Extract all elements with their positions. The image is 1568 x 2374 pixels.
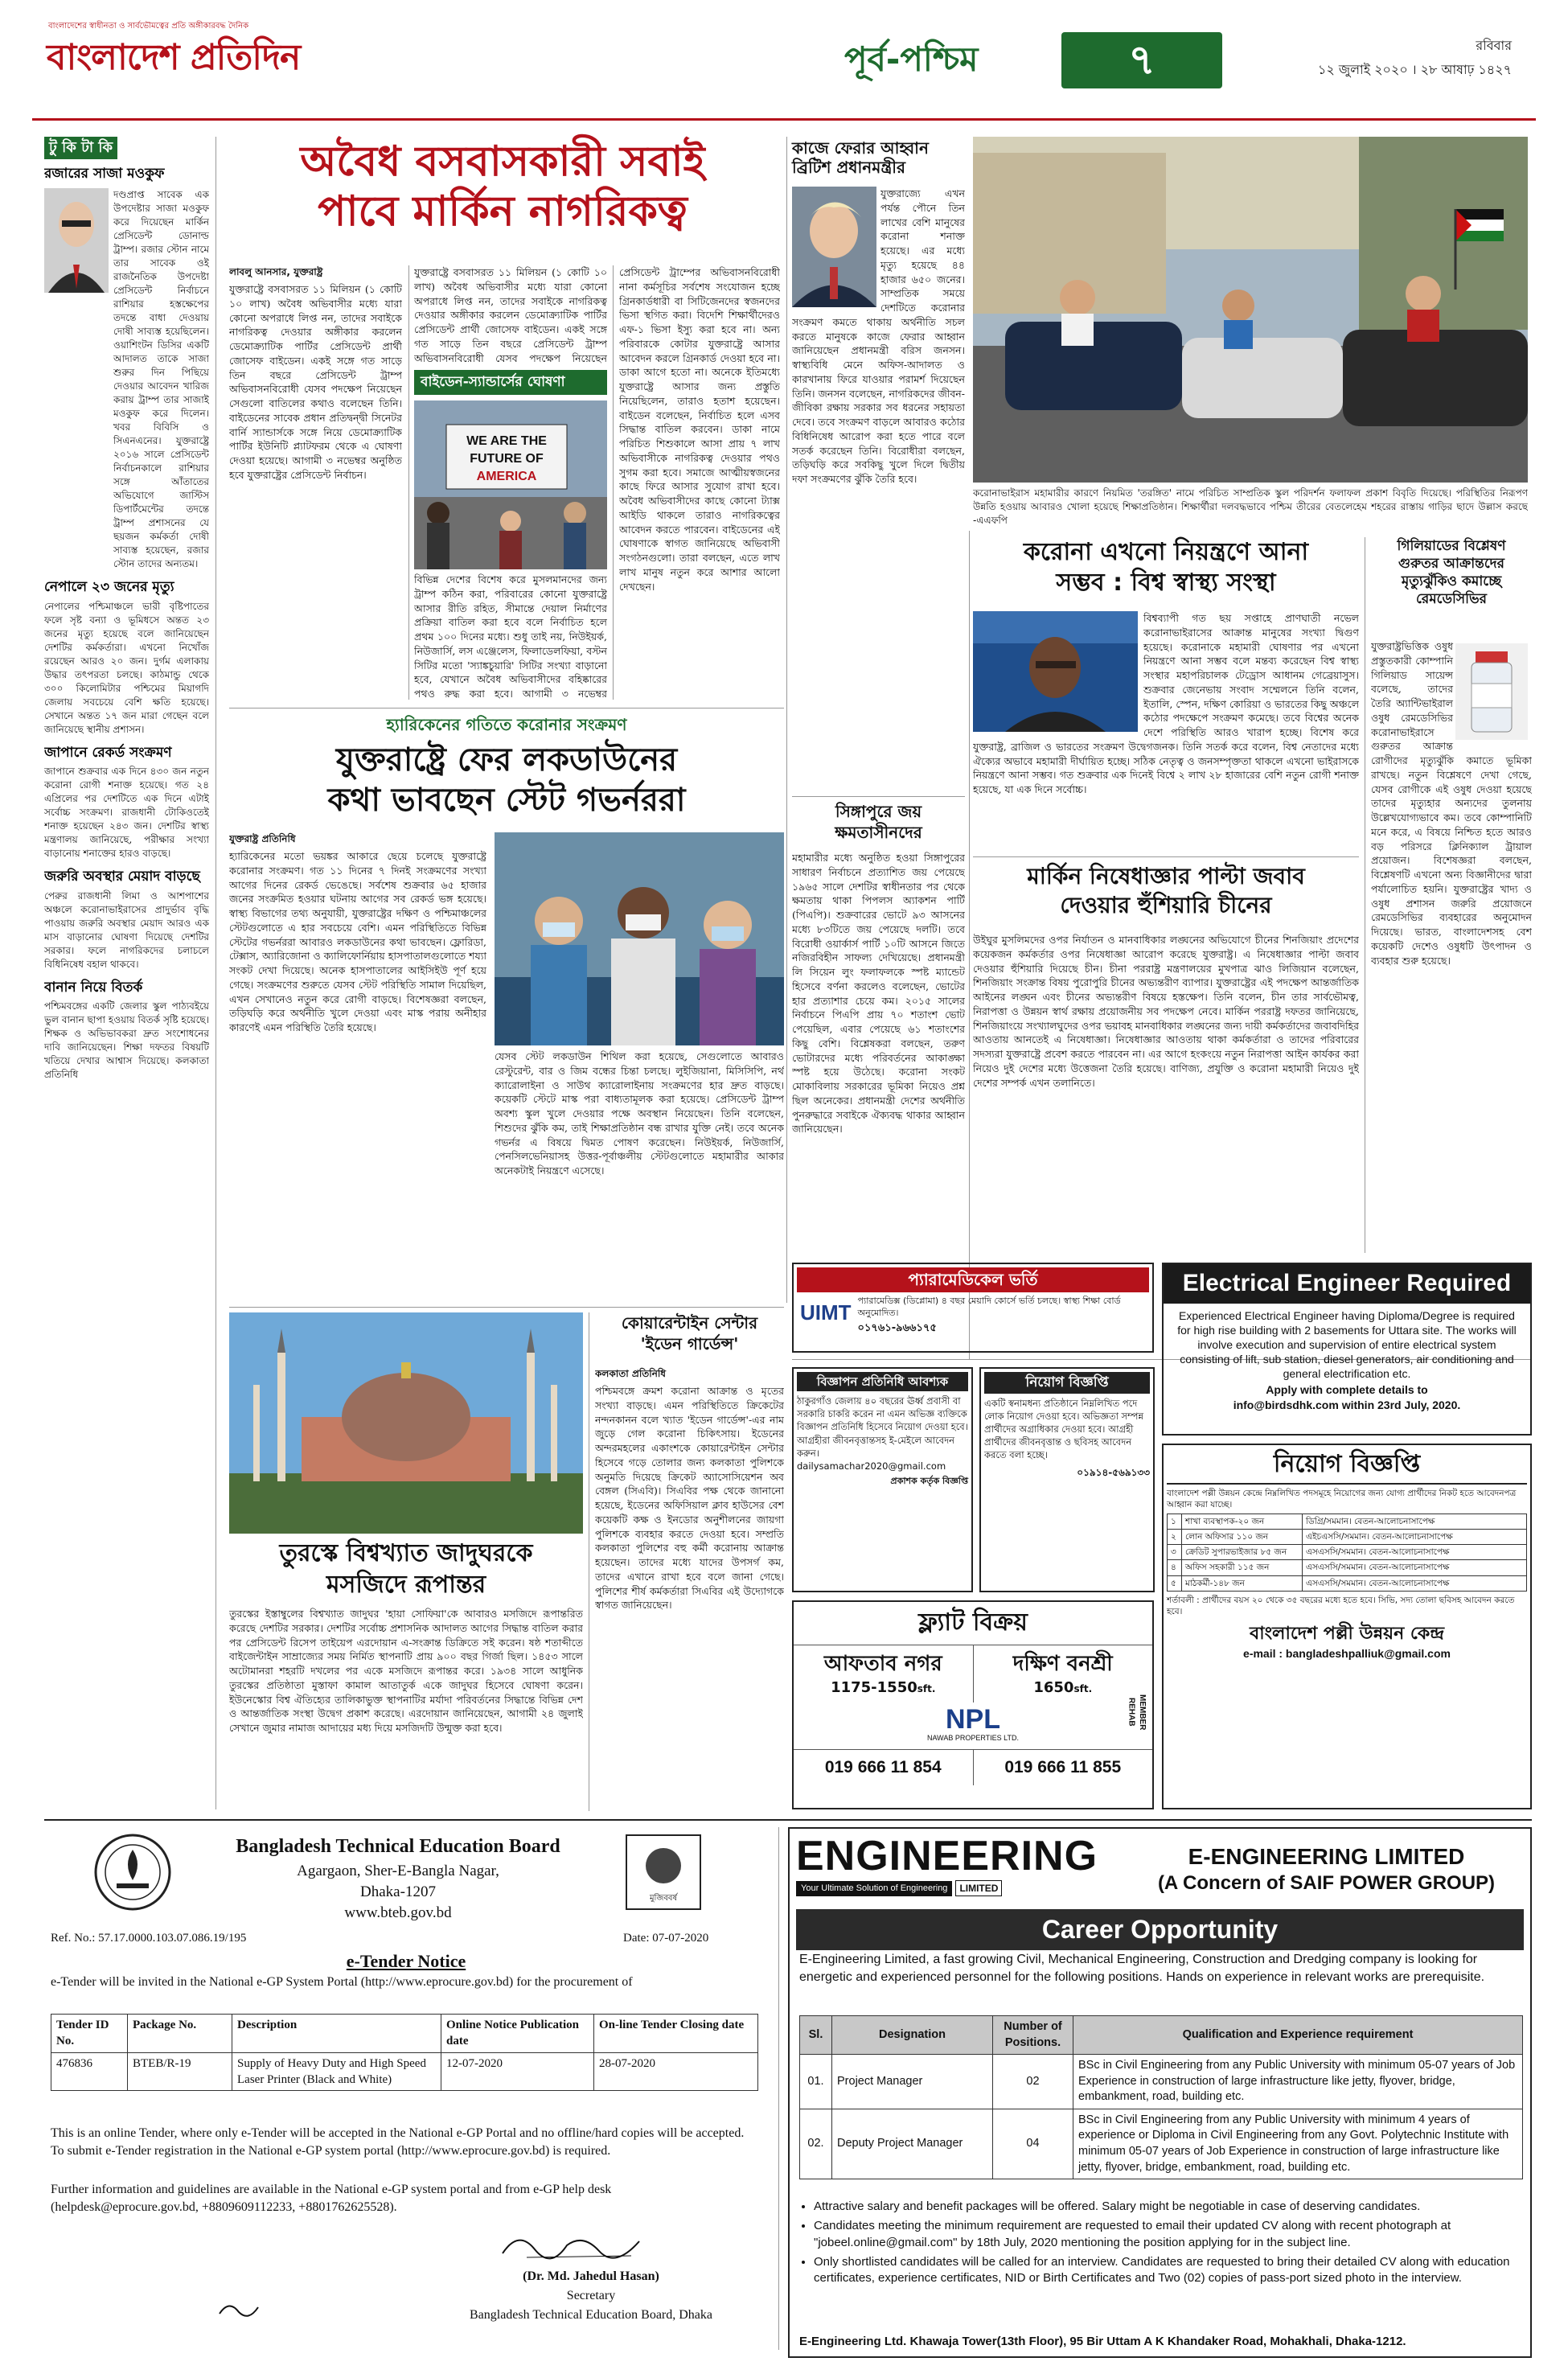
tuki-item1-head: রজারের সাজা মওকুফ [44, 166, 165, 183]
palli-cell-no: ১ [1168, 1514, 1182, 1529]
mosque-dome-icon [229, 1312, 583, 1534]
e-engineering-logo [796, 1835, 1118, 1904]
quarantine-headline-1: কোয়ারেন্টাইন সেন্টার [621, 1313, 758, 1333]
singapore-headline [792, 801, 965, 843]
tuki-item3-head: জাপানে রেকর্ড সংক্রমণ [44, 744, 172, 761]
lockdown-col-2 [495, 1049, 784, 1299]
mujib-year-logo-icon [623, 1832, 704, 1912]
lockdown-body-1: হ্যারিকেনের মতো ভয়ঙ্কর আকারে ছেয়ে চলেছে যুক্তরাষ্ট্রে করোনার সংক্রমণ। গত ১১ দিনের ৭ দিনই সংক্রমণের সংখ্যা আগের দিনের রেকর্ড ভেঙেছে। সর্বশেষ শুক্রবার ৬৫ হাজার জনের সংক্রমিত হওয়ার ঘটনায় আগের সব রেকর্ড ভঙ্গ হয়েছে। স্বাস্থ্য বিভাগের তথ্য অনুযায়ী, যুক্তরাষ্ট্রের দক্ষিণ ও পশ্চিমাঞ্চলের স্টেটগুলোতে এ হার সবচেয়ে বেশি। এমন পরিস্থিতিতে বিভিন্ন স্টেটের গভর্নররা আবারও লকডাউনের কথা ভাবছেন। ফ্লোরিডা, টেক্সাস, অ্যারিজোনা ও ক্যালিফোর্নিয়ায় হাসপাতালগুলোতে শয্যা সংকট দেখা দিয়েছে। অনেক হাসপাতালের আইসিইউ পূর্ণ হয়ে গেছে। সংক্রমণের শুরুতে যেসব স্টেট পরিস্থিতি সামাল দিয়েছিল, এখন সেখানেও নতুন করে রোগী বাড়ছে। বিশেষজ্ঞরা বলছেন, তড়িঘড়ি করে অর্থনীতি খুলে দেওয়া এবং মাস্ক পরায় অনীহার কারণেই এমন পরিস্থিতি তৈরি হয়েছে। [229, 850, 486, 1034]
palli-cell-req: ডিগ্রি/সমমান। বেতন-আলোচনাসাপেক্ষ [1303, 1514, 1527, 1529]
quarantine-byline: কলকাতা প্রতিনিধি [595, 1368, 667, 1379]
career-cell-sl: 02. [800, 2109, 832, 2179]
remdesivir-body-text: যুক্তরাষ্ট্রভিত্তিক ওষুধ প্রস্তুতকারী কোম্পানি গিলিয়াড সায়েন্স বলেছে, তাদের তৈরি অ্যান্টিভাইরাল ওষুধ রেমডেসিভির করোনাভাইরাসে গুরুতর আক্রান্ত রোগীদের মৃত্যুঝুঁকি কমাতে ভূমিকা রাখছে। নতুন বিশ্লেষণে দেখা গেছে, যেসব রোগীকে এই ওষুধ দেওয়া হয়েছে তাদের মৃত্যুহার অন্যদের তুলনায় উল্লেখযোগ্যভাবে কম। তবে কোম্পানিটি মনে করে, এ বিষয়ে নিশ্চিত হতে আরও বড় পরিসরে ক্লিনিক্যাল ট্রায়াল প্রয়োজন। বিশেষজ্ঞরা বলছেন, বিশ্লেষণটি এখনো অন্য বিজ্ঞানীদের দ্বারা পর্যালোচিত হয়নি। যুক্তরাষ্ট্রের খাদ্য ও ওষুধ প্রশাসন জরুরি প্রয়োজনে রেমডেসিভির ব্যবহারের অনুমোদন দিয়েছে। ভারত, বাংলাদেশসহ বেশ কয়েকটি দেশেও ওষুধটি উৎপাদন ও ব্যবহার শুরু হয়েছে। [1371, 640, 1532, 967]
rep-wanted-footer: প্রকাশক কর্তৃক বিজ্ঞপ্তি [890, 1475, 968, 1486]
bteb-emblem [92, 1832, 173, 1912]
e-engineering-concern: (A Concern of SAIF POWER GROUP) [1157, 1872, 1496, 1894]
rep-wanted-ad [792, 1367, 973, 1592]
career-table [799, 2015, 1523, 2179]
remdesivir-headline [1371, 537, 1532, 608]
career-col-qualification: Qualification and Experience requirement [1073, 2016, 1523, 2055]
remdesivir-headline-3: মৃত্যুঝুঁকিও কমাচ্ছে [1401, 573, 1502, 590]
paper-name: বাংলাদেশ প্রতিদিন [47, 37, 301, 78]
lead-body-3: প্রেসিডেন্ট ট্রাম্পের অভিবাসনবিরোধী নানা কর্মসূচির সর্বশেষ সংযোজন হচ্ছে গ্রিনকার্ডধারী বা সিটিজেনদের স্বজনদের ভিসা স্থগিত করা। বিদেশি শিক্ষার্থীদেরও এফ-১ ভিসা ইস্যু করা হবে না। অন্য পরিবারকে কোটার যুক্তরাষ্ট্রে আসার আবেদন করলে গ্রিনকার্ড দেওয়া হবে না। ডাকা আগে হতো না। অনেকে ইতিমধ্যে যুক্তরাষ্ট্রে আসার জন্য প্রস্তুতি নিয়েছিলেন, তারাও হতাশ হয়েছেন। বাইডেন বলেছেন, নির্বাচিত হলে এসব সিদ্ধান্ত বাতিল করবেন। ডাকা নামে পরিচিত শিশুকালে আসা প্রায় ৭ লাখ অভিবাসীকে নাগরিকত্ব দেওয়ার পথও সুগম করা হবে। সমাজে আত্মীয়স্বজনের কাছে ফিরে আসার সুযোগ রাখা হবে। অবৈধ অভিবাসীদের কাছে কোনো ট্যাক্স আইডি থাকলে তারাও নাগরিকত্বের আবেদন করতে পারবেন। বাইডেনের এই ঘোষণাকে স্বাগত জানিয়েছে অভিবাসী সংগঠনগুলো। তারা বলছেন, এতে লাখ লাখ মানুষ নতুন করে আশার আলো দেখছেন। [619, 266, 780, 593]
flat-phone-2: 019 666 11 855 [1004, 1758, 1122, 1777]
protest-sign-line1: WE ARE THE [466, 434, 547, 448]
rep-wanted-body: ঠাকুরগাঁও জেলায় ৪০ বছরের ঊর্ধ্ব প্রবাসী বা সরকারি চাকরি করেন না এমন অভিজ্ঞ ব্যক্তিকে বিজ্ঞাপন প্রতিনিধি হিসেবে নিয়োগ দেওয়া হবে। আগ্রহীরা জীবনবৃত্তান্তসহ ই-মেইলে আবেদন করুন। dailysamachar2020@gmail.com [797, 1395, 968, 1472]
bteb-initials [213, 2298, 277, 2322]
remdesivir-headline-4: রেমডেসিভির [1415, 591, 1487, 608]
quarantine-headline [595, 1312, 784, 1354]
flat-unit-2: sft. [1073, 1682, 1093, 1694]
lead-col-2-top [414, 265, 607, 366]
paramedic-title: প্যারামেডিকেল ভর্তি [797, 1267, 1149, 1292]
e-engineering-logo-ltd: LIMITED [955, 1880, 1002, 1896]
bteb-cell-closing: 28-07-2020 [594, 2052, 758, 2091]
remdesivir-headline-2: গুরুতর আক্রান্তদের [1398, 556, 1504, 573]
career-bullet-1: • Attractive salary and benefit packages will be offered. Salary might be negotiable in case of deserving candidates. [814, 2199, 1521, 2215]
lead-body-2-start: যুক্তরাষ্ট্রে বসবাসরত ১১ মিলিয়ন (১ কোটি ১০ লাখ) অবৈধ অভিবাসীর মধ্যে যারা কোনো অপরাধে লিপ্ত নন, তাদের সবাইকে নাগরিকত্ব দেওয়ার অঙ্গীকার করলেন ডেমোক্র্যাটিক পার্টির প্রেসিডেন্ট প্রার্থী জোসেফ বাইডেন। একই সঙ্গে গত সাড়ে তিন বছরে প্রেসিডেন্ট ট্রাম্প অভিবাসনবিরোধী যেসব পদক্ষেপ নিয়েছেন [414, 266, 607, 364]
tuki-item1-body: দণ্ডপ্রাপ্ত সাবেক এক উপদেষ্টার সাজা মওকুফ করে দিয়েছেন মার্কিন প্রেসিডেন্ট ডোনাল্ড ট্রাম্প। রজার স্টোন নামে তার সাবেক ওই রাজনৈতিক উপদেষ্টা প্রেসিডেন্ট নির্বাচনে রাশিয়ার হস্তক্ষেপের তদন্তে বাধা দেওয়ায় দোষী সাব্যস্ত হয়েছিলেন। ওয়াশিংটন ডিসির একটি আদালত তাকে সাজা শুরুর দিন পিছিয়ে দেওয়ার আবেদন খারিজ করায় ট্রাম্প তার সাজাই মওকুফ করে দিলেন। খবর বিবিসি ও সিএনএনের। যুক্তরাষ্ট্রে ২০১৬ সালে প্রেসিডেন্ট নির্বাচনকালে রাশিয়ার সঙ্গে আঁতাতের অভিযোগে জাস্টিস ডিপার্টমেন্টের তদন্তে ট্রাম্প প্রশাসনের যে ছয়জন কর্মকর্তা দোষী সাব্যস্ত হয়েছেন, রজার স্টোন তাদের অন্যতম। [113, 188, 209, 570]
tuki-label [44, 137, 117, 159]
lead-col-3 [619, 265, 780, 700]
palli-job-table [1167, 1514, 1527, 1592]
e-engineering-logo-sub: Your Ultimate Solution of Engineering [796, 1881, 952, 1896]
career-cell-num: 02 [993, 2055, 1073, 2109]
flat-location-2: দক্ষিণ বনশ্রী [1012, 1651, 1113, 1676]
career-cell-num: 04 [993, 2109, 1073, 2179]
hagia-headline [229, 1538, 583, 1600]
career-cell-des: Project Manager [832, 2055, 993, 2109]
table-row [1168, 1530, 1527, 1545]
lockdown-headline-1: যুক্তরাষ্ট্রে ফের লকডাউনের [335, 741, 678, 778]
career-cell-sl: 01. [800, 2055, 832, 2109]
career-bullet-2: • Candidates meeting the minimum requirement are requested to email their updated CV along with recent photograph at "jobeel.online@gmail.com" by 18th July, 2020 mentioning the position applying for in the subject line. [814, 2218, 1521, 2251]
paramedic-phone: ০১৭৬১-৯৬৬১৭৫ [857, 1321, 937, 1334]
paramedic-body: প্যারামেডিক্স (ডিপ্লোমা) ৪ বছর মেয়াদি কোর্সে ভর্তি চলছে। স্বাস্থ্য শিক্ষা বোর্ড অনুমোদিত। [857, 1296, 1121, 1318]
issue-date: ১২ জুলাই ২০২০ । ২৮ আষাঢ় ১৪২৭ [1317, 62, 1512, 77]
electrical-engineer-title: Electrical Engineer Required [1164, 1264, 1530, 1304]
tuki-column [44, 137, 209, 1801]
lead-sidebar-head [414, 370, 607, 395]
table-row [800, 2109, 1523, 2179]
boris-body-text: যুক্তরাজ্যে এখন পর্যন্ত পৌনে তিন লাখের বেশি মানুষের করোনা শনাক্ত হয়েছে। এর মধ্যে মৃত্যু হয়েছে ৪৪ হাজার ৬৫০ জনের। সাম্প্রতিক সময়ে দেশটিতে করোনার সংক্রমণ কমতে থাকায় অর্থনীতি সচল করতে মানুষকে কাজে ফেরার আহ্বান জানিয়েছেন প্রধানমন্ত্রী বরিস জনসন। স্বাস্থ্যবিধি মেনে অফিস-আদালত ও কারখানায় ফিরে যাওয়ার পরামর্শ দিয়েছেন তিনি। জনসন বলেছেন, নাগরিকদের জীবন-জীবিকা রক্ষায় সরকার সব ধরনের সহায়তা দেবে। তবে সংক্রমণ বাড়লে আবারও কঠোর বিধিনিষেধ আরোপ করা হতে পারে বলে সতর্ক করেছেন তিনি। বিরোধীরা বলছেন, তড়িঘড়ি করে সবকিছু খুলে দিলে দ্বিতীয় দফা সংক্রমণের ঝুঁকি তৈরি হবে। [792, 187, 965, 485]
lead-headline-line2: পাবে মার্কিন নাগরিকত্ব [318, 187, 688, 236]
street-celebration-icon [973, 137, 1528, 483]
e-engineering-address: E-Engineering Ltd. Khawaja Tower(13th Floor), 95 Bir Uttam A K Khandaker Road, Mohakhali, Dhaka-1212. [799, 2335, 1406, 2348]
small-job-title: নিয়োগ বিজ্ঞপ্তি [984, 1372, 1150, 1394]
e-engineering-company: E-ENGINEERING LIMITED [1188, 1844, 1465, 1869]
bteb-col-closing: On-line Tender Closing date [594, 2015, 758, 2053]
remdesivir-body [1371, 639, 1532, 1259]
initials-icon [213, 2298, 277, 2322]
flat-size-1: 1175-1550 [831, 1678, 917, 1696]
small-job-body: একটি স্বনামধন্য প্রতিষ্ঠানে নিম্নলিখিত পদে লোক নিয়োগ দেওয়া হবে। অভিজ্ঞতা সম্পন্ন প্রার্থীদের অগ্রাধিকার দেওয়া হবে। আগ্রহী প্রার্থীদের জীবনবৃত্তান্ত ও ছবিসহ আবেদন করতে বলা হচ্ছে। [984, 1397, 1144, 1461]
who-body [973, 611, 1359, 852]
lockdown-kicker: হ্যারিকেনের গতিতে করোনার সংক্রমণ [386, 715, 627, 734]
flat-sale-title: ফ্ল্যাট বিক্রয় [794, 1602, 1152, 1645]
palli-cell-req: এসএসসি/সমমান। বেতন-আলোচনাসাপেক্ষ [1303, 1560, 1527, 1575]
bteb-cell-description: Supply of Heavy Duty and High Speed Laser Printer (Black and White) [232, 2052, 441, 2091]
hagia-body: তুরস্কের ইস্তাম্বুলের বিশ্বখ্যাত জাদুঘর 'হায়া সোফিয়া'কে আবারও মসজিদে রূপান্তরিত করেছে দেশটির সরকার। দেশটির সর্বোচ্চ প্রশাসনিক আদালত আগের সিদ্ধান্ত বাতিল করার পর প্রেসিডেন্ট রিসেপ তাইয়েপ এরদোয়ান এ-সংক্রান্ত ডিক্রিতে সই করেন। ষষ্ঠ শতাব্দীতে বাইজেন্টাইন সাম্রাজ্যের সময় নির্মিত স্থাপনাটি প্রায় ৯০০ বছর গির্জা ছিল। ১৪৫৩ সালে অটোমানরা শহরটি দখলের পর একে মসজিদে রূপান্তর করে। ১৯৩৪ সালে আধুনিক তুরস্কের প্রতিষ্ঠাতা মুস্তাফা কামাল আতাতুর্ক একে জাদুঘর হিসেবে ঘোষণা করেন। ইউনেস্কোর বিশ্ব ঐতিহ্যের তালিকাভুক্ত স্থাপনাটির মর্যাদা পরিবর্তনের সিদ্ধান্তে বিভিন্ন দেশ ও আন্তর্জাতিক সংস্থা উদ্বেগ প্রকাশ করেছে। এরদোয়ান জানিয়েছেন, আগামী ২৪ জুলাই সেখানে জুমার নামাজ আদায়ের মধ্য দিয়ে মসজিদটি উন্মুক্ত করা হবে। [229, 1608, 583, 1734]
china-headline-1: মার্কিন নিষেধাজ্ঞার পাল্টা জবাব [1027, 863, 1305, 889]
china-headline [973, 862, 1359, 921]
career-cell-des: Deputy Project Manager [832, 2109, 993, 2179]
page-number-box [1061, 32, 1222, 88]
career-bullet-3: • Only shortlisted candidates will be called for an interview. Candidates are requested to bring their detailed CV along with education certificates, experience certificates, NID or Birth Certificates and Two (02) copies of pass-port sized photo in the interview. [814, 2254, 1521, 2287]
bteb-cell-tender-id: 476836 [51, 2052, 128, 2091]
bteb-website[interactable]: www.bteb.gov.bd [344, 1904, 452, 1921]
table-row [1168, 1575, 1527, 1591]
remdesivir-headline-1: গিলিয়াডের বিশ্লেষণ [1397, 538, 1506, 554]
bteb-cell-publication: 12-07-2020 [441, 2052, 594, 2091]
career-col-designation: Designation [832, 2016, 993, 2055]
lead-headline [229, 137, 776, 237]
singapore-headline-1: সিঙ্গাপুরে জয় [835, 802, 922, 821]
electrical-engineer-ad [1162, 1263, 1532, 1435]
bteb-address-2: Dhaka-1207 [360, 1883, 436, 1900]
quarantine-headline-2: 'ইডেন গার্ডেন্স' [640, 1334, 739, 1353]
rehab-member-label: MEMBER REHAB [1127, 1694, 1147, 1731]
bteb-signatory-title: Secretary [566, 2289, 616, 2302]
flat-sale-ad [792, 1600, 1154, 1809]
palli-cell-post: লোন অফিসার ১১০ জন [1182, 1530, 1303, 1545]
flat-unit-1: sft. [917, 1682, 936, 1694]
palli-job-note: শর্তাবলী : প্রার্থীদের বয়স ২০ থেকে ৩৫ বছরের মধ্যে হতে হবে। সিভি, সদ্য তোলা ছবিসহ আবেদন করতে হবে। [1167, 1595, 1515, 1616]
e-engineering-ad [788, 1827, 1532, 2358]
bteb-signatory-name: (Dr. Md. Jahedul Hasan) [523, 2269, 659, 2283]
bteb-notice-title: e-Tender Notice [346, 1951, 466, 1971]
tuki-item4-body: পেরুর রাজধানী লিমা ও আশপাশের অঞ্চলে করোনাভাইরাসের প্রাদুর্ভাব বৃদ্ধি পাওয়ায় জরুরি অবস্থার মেয়াদ আরও এক মাস বাড়ানোর ঘোষণা দিয়েছে দেশটির সরকার। ফলে নাগরিকদের চলাচলে বিধিনিষেধ বহাল থাকবে। [44, 889, 209, 970]
career-bullets [814, 2199, 1521, 2290]
protest-photo [414, 400, 607, 569]
bteb-col-package: Package No. [128, 2015, 232, 2053]
table-row [51, 2052, 758, 2091]
quarantine-body [595, 1367, 784, 1809]
tuki-item2-head: নেপালে ২৩ জনের মৃত্যু [44, 579, 174, 596]
lead-col-1 [229, 265, 402, 700]
bteb-col-tender-id: Tender ID No. [51, 2015, 128, 2053]
flat-size-2: 1650 [1033, 1678, 1074, 1696]
palli-job-title: নিয়োগ বিজ্ঞপ্তি [1167, 1448, 1527, 1485]
career-col-sl: Sl. [800, 2016, 832, 2055]
bteb-tender-table [51, 2014, 758, 2091]
lockdown-headline [229, 740, 784, 820]
palli-cell-req: এসএসসি/সমমান। বেতন-আলোচনাসাপেক্ষ [1303, 1575, 1527, 1591]
table-row [1168, 1545, 1527, 1560]
roger-photo [44, 188, 109, 293]
who-headline-1: করোনা এখনো নিয়ন্ত্রণে আনা [1023, 538, 1309, 566]
lead-headline-line1: অবৈধ বসবাসকারী সবাই [300, 138, 705, 186]
protest-sign-line3: AMERICA [476, 470, 537, 483]
bteb-tender-ad [44, 1827, 768, 2350]
bangladesh-emblem-icon [92, 1832, 173, 1912]
bteb-ref-number: Ref. No.: 57.17.0000.103.07.086.19/195 [51, 1932, 247, 1945]
hagia-headline-2: মসজিদে রূপান্তর [326, 1571, 486, 1599]
lockdown-headline-2: কথা ভাবছেন স্টেট গভর্নররা [327, 782, 686, 819]
career-banner [796, 1909, 1524, 1950]
palli-email: e-mail : bangladeshpalliuk@gmail.com [1243, 1646, 1451, 1660]
lead-col-2 [414, 573, 607, 700]
who-headline [973, 537, 1359, 598]
palli-cell-no: ৩ [1168, 1545, 1182, 1560]
street-celebration-photo [973, 137, 1528, 483]
palli-cell-no: ৪ [1168, 1560, 1182, 1575]
boris-body [792, 187, 965, 621]
bteb-col-publication: Online Notice Publication date [441, 2015, 594, 2053]
masthead [32, 8, 1536, 121]
protest-sign-line2: FUTURE OF [470, 452, 544, 466]
bteb-org-name: Bangladesh Technical Education Board [236, 1836, 560, 1857]
small-job-phone: ০১৯১৪-৫৬৯১৩৩ [1077, 1467, 1150, 1479]
tuki-item2-body: নেপালের পশ্চিমাঞ্চলে ভারী বৃষ্টিপাতের ফলে সৃষ্ট বন্যা ও ভূমিধসে অন্তত ২৩ জনের মৃত্যু হয়েছে বলে জানিয়েছেন দেশটির কর্মকর্তারা। এখনো নিখোঁজ রয়েছেন আরও ২০ জন। দুর্গম এলাকায় উদ্ধার তৎপরতা চলছে। কাঠমান্ডু থেকে ৩০০ কিলোমিটার পশ্চিমের মিয়াগদি জেলায় সবচেয়ে বেশি ক্ষতি হয়েছে। সেখানে অন্তত ১৭ জন মারা গেছেন বলে জানিয়েছে স্থানীয় প্রশাসন। [44, 600, 209, 735]
e-engineering-logo-text: ENGINEERING [796, 1833, 1098, 1879]
electrical-engineer-body: Experienced Electrical Engineer having Diploma/Degree is required for high rise building with 2 basements for Uttara site. The works will involve execution and supervision of entire electrical system consisting of lift, sub station, diesel generators, air conditioning and general electrification etc. [1177, 1308, 1517, 1381]
paper-tagline: বাংলাদেশের স্বাধীনতা ও সার্বভৌমত্বের প্রতি অঙ্গীকারবদ্ধ দৈনিক [48, 22, 249, 31]
tuki-item4-head: জরুরি অবস্থার মেয়াদ বাড়ছে [44, 869, 200, 885]
who-headline-2: সম্ভব : বিশ্ব স্বাস্থ্য সংস্থা [1056, 568, 1276, 597]
flat-location-1: আফতাব নগর [823, 1651, 942, 1676]
issue-day: রবিবার [1476, 38, 1512, 53]
bteb-signature [495, 2225, 655, 2265]
career-table-header [800, 2016, 1523, 2055]
palli-org-name: বাংলাদেশ পল্লী উন্নয়ন কেন্দ্র [1249, 1624, 1445, 1645]
section-title: পূর্ব-পশ্চিম [844, 39, 979, 79]
career-cell-req: BSc in Civil Engineering from any Public University with minimum 05-07 years of Job Experience in construction of large infrastructure like jetty, flyover, bridge, embankment, road, building etc. [1073, 2055, 1523, 2109]
bteb-table-header [51, 2015, 758, 2053]
mujib-year-text: মুজিববর্ষ [649, 1894, 678, 1903]
bteb-note-2: Further information and guidelines are available in the National e-GP system portal and from e-GP help desk (helpdesk@eprocure.gov.bd, +8809609112233, +8801762625528). [51, 2183, 612, 2214]
npl-logo: NPL [946, 1703, 1000, 1735]
career-banner-text: Career Opportunity [1041, 1915, 1279, 1944]
bteb-note-1: This is an online Tender, where only e-Tender will be accepted in the National e-GP Portal and no offline/hard copies will be accepted. To submit e-Tender registration in the National e-GP system portal (http://www.eprocure.gov.bd) is required. [51, 2126, 745, 2158]
quarantine-body-text: পশ্চিমবঙ্গে ক্রমশ করোনা আক্রান্ত ও মৃতের সংখ্যা বাড়ছে। এমন পরিস্থিতিতে ক্রিকেটের নন্দনকানন বলে খ্যাত 'ইডেন গার্ডেন্স'-এর নাম জুড়ে গেল করোনা চিকিৎসায়। ইডেনের অন্দরমহলের একাংশকে কোয়ারেন্টাইন সেন্টার হিসেবে গড়ে তোলার জন্য কলকাতা পুলিশকে অনুমতি দিয়েছে ক্রিকেট অ্যাসোসিয়েশন অব বেঙ্গল (সিএবি)। সিএবির পক্ষ থেকে জানানো হয়েছে, ইডেনের অফিসিয়াল ক্লাব হাউসের বেশ কয়েকটি কক্ষ ও ইনডোর অনুশীলনের জায়গা পুলিশকে ব্যবহার করতে দেওয়া হবে। সম্প্রতি কলকাতা পুলিশের বহু কর্মী করোনায় আক্রান্ত হয়েছেন। তাদের মধ্যে যাদের উপসর্গ কম, তাদের এখানে রাখা হবে বলে জানা গেছে। পুলিশের শীর্ষ কর্মকর্তারা সিএবির এই উদ্যোগকে স্বাগত জানিয়েছেন। [595, 1385, 784, 1612]
palli-job-intro: বাংলাদেশ পল্লী উন্নয়ন কেন্দ্রে নিম্নলিখিত পদসমূহে নিয়োগের জন্য যোগ্য প্রার্থীদের নিকট হতে আবেদনপত্র আহ্বান করা যাচ্ছে। [1167, 1488, 1517, 1509]
bteb-intro: e-Tender will be invited in the National e-GP System Portal (http://www.eprocure.gov.bd) for the procurement of [51, 1975, 633, 1989]
electrical-engineer-email: info@birdsdhk.com within 23rd July, 2020. [1233, 1399, 1461, 1412]
lead-body-2: বিভিন্ন দেশের বিশেষ করে মুসলমানদের জন্য ট্রাম্প কঠিন করা, পরিবারের কোনো যুক্তরাষ্ট্রে আসার রীতি রহিত, সীমান্তে দেয়াল নির্মাণের প্রক্রিয়া বাতিল করা হবে বলে নির্বাচিত হলে প্রথম ১০০ দিনের মধ্যে। শুধু তাই নয়, নিউইয়র্ক, নিউজার্সি, লস এঞ্জেলেস, ফিলাডেলফিয়া, বস্টন সিটির মতো 'স্যাঙ্কচুয়ারি' সিটির সংখ্যা বাড়ানো হবে, যেখানে অবৈধ অভিবাসীদের বহিষ্কারের পথও রুদ্ধ করা হবে। আগামী ৩ নভেম্বর [414, 573, 607, 700]
npl-subtitle: NAWAB PROPERTIES LTD. [926, 1733, 1020, 1742]
nurses-photo [495, 832, 784, 1045]
table-row [1168, 1560, 1527, 1575]
boris-headline [792, 138, 965, 177]
lockdown-col-1 [229, 832, 486, 1299]
paramedic-ad [792, 1263, 1154, 1353]
flat-phone-1: 019 666 11 854 [794, 1750, 974, 1785]
china-body: উইঘুর মুসলিমদের ওপর নির্যাতন ও মানবাধিকার লঙ্ঘনের অভিযোগে চীনের শিনজিয়াং প্রদেশের কয়েকজন কর্মকর্তার ওপর নিষেধাজ্ঞা আরোপ করেছে যুক্তরাষ্ট্র। এ নিষেধাজ্ঞার পাল্টা জবাব দেওয়ার হুঁশিয়ারি দিয়েছে চীন। চীনা পররাষ্ট্র মন্ত্রণালয়ের মুখপাত্র ঝাও লিজিয়ান বলেছেন, শিনজিয়াং সংক্রান্ত বিষয় পুরোপুরি চীনের অভ্যন্তরীণ ব্যাপার। যুক্তরাষ্ট্রের এই পদক্ষেপ আন্তর্জাতিক আইনের লঙ্ঘন এবং চীনের অভ্যন্তরীণ বিষয়ে হস্তক্ষেপ। তিনি বলেন, চীন তার সার্বভৌমত্ব, নিরাপত্তা ও উন্নয়ন স্বার্থ রক্ষায় প্রয়োজনীয় সব পদক্ষেপ নেবে। মার্কিন পররাষ্ট্র দফতর জানিয়েছে, শিনজিয়াংয়ে সংখ্যালঘুদের ওপর ভয়াবহ মানবাধিকার লঙ্ঘনের জন্য দায়ী কর্মকর্তাদের জবাবদিহির আওতায় আনতেই এ নিষেধাজ্ঞা। নিষেধাজ্ঞার আওতায় থাকা কর্মকর্তারা ও তাদের পরিবারের সদস্যরা যুক্তরাষ্ট্রে প্রবেশ করতে পারবেন না। এর আগে হংকংয়ে নতুন নিরাপত্তা আইন কার্যকর করা নিয়েও দুই দেশের মধ্যে উত্তেজনা তৈরি হয়েছে। বাণিজ্য, প্রযুক্তি ও করোনা মহামারী নিয়েও দুই দেশের সম্পর্ক এখন তলানিতে। [973, 934, 1359, 1089]
career-intro: E-Engineering Limited, a fast growing Civil, Mechanical Engineering, Construction and Dredging company is looking for energetic and experienced personnel for the following positions. Hands on experience in relevant works are prerequisite. [799, 1953, 1485, 1984]
table-row [1168, 1514, 1527, 1529]
lead-body-1: যুক্তরাষ্ট্রে বসবাসরত ১১ মিলিয়ন (১ কোটি ১০ লাখ) অবৈধ অভিবাসীর মধ্যে যারা কোনো অপরাধে লিপ্ত নন, তাদের সবাইকে নাগরিকত্ব দেওয়ার অঙ্গীকার করলেন ডেমোক্র্যাটিক পার্টির প্রেসিডেন্ট প্রার্থী জোসেফ বাইডেন। একই সঙ্গে গত সাড়ে তিন বছরে প্রেসিডেন্ট ট্রাম্প অভিবাসনবিরোধী যেসব পদক্ষেপ নিয়েছেন সেগুলো বাতিলের কথাও বলেছেন তিনি। বাইডেনের সাবেক প্রধান প্রতিদ্বন্দ্বী সিনেটর বার্নি স্যান্ডার্সকে সঙ্গে নিয়ে ডেমোক্র্যাটিক পার্টির ইউনিটি প্ল্যাটফরম থেকে এ ঘোষণা দেওয়া হয়েছে। আগামী ৩ নভেম্বর অনুষ্ঠিত হবে যুক্তরাষ্ট্রের প্রেসিডেন্ট নির্বাচন। [229, 283, 402, 481]
tuki-item5-head: বানান নিয়ে বিতর্ক [44, 979, 143, 996]
electrical-engineer-apply: Apply with complete details to [1266, 1383, 1428, 1397]
career-cell-req: BSc in Civil Engineering from any Public University with minimum 4 years of experience or Diploma in Civil Engineering from any Govt. Polytechnic Institute with minimum 05-07 years of Job Experience in construction of large infrastructure like jetty, flyover, bridge, embankment, road, building etc. [1073, 2109, 1523, 2179]
boris-headline-2: ব্রিটিশ প্রধানমন্ত্রীর [792, 158, 905, 177]
palli-cell-no: ৫ [1168, 1575, 1182, 1591]
bteb-col-description: Description [232, 2015, 441, 2053]
signature-icon [495, 2225, 655, 2265]
tuki-label-text: টু কি টা কি [49, 139, 113, 156]
hagia-sophia-photo [229, 1312, 583, 1534]
street-photo-caption: করোনাভাইরাস মহামারীর কারণে নিয়মিত 'তরঙ্গিত' নামে পরিচিত সাম্প্রতিক স্কুল পরিদর্শন ফলাফল প্রকাশ বিবৃতি দিয়েছে। পরিস্থিতির নিরূপণ উন্নতি হওয়ায় আবারও খোলা হয়েছে শিক্ষাপ্রতিষ্ঠান। শিক্ষার্থীরা দলবদ্ধভাবে পশ্চিম তীরের বেতলেহেম শহরের রাস্তায় গাড়ির ছাদে উল্লাস করছে -এএফপি [973, 487, 1528, 526]
lockdown-body-2: যেসব স্টেট লকডাউন শিথিল করা হয়েছে, সেগুলোতে আবারও রেস্টুরেন্ট, বার ও জিম বন্ধের চিন্তা চলছে। লুইজিয়ানা, মিসিসিপি, নর্থ ক্যারোলাইনা ও সাউথ ক্যারোলাইনায় সংক্রমণের হার দ্রুত বাড়ছে। কয়েকটি স্টেটে মাস্ক পরা বাধ্যতামূলক করা হয়েছে। প্রেসিডেন্ট ট্রাম্প অবশ্য স্কুল খুলে দেওয়ার পক্ষে অবস্থান নিয়েছেন। তিনি বলেছেন, শিশুদের ঝুঁকি কম, তাই শিক্ষাপ্রতিষ্ঠান বন্ধ রাখার যুক্তি নেই। তবে অনেক গভর্নর এ বিষয়ে দ্বিমত পোষণ করেছেন। নিউইয়র্ক, নিউজার্সি, পেনসিলভেনিয়াসহ উত্তর-পূর্বাঞ্চলীয় স্টেটগুলোতে মহামারীর আকার অনেকটাই নিয়ন্ত্রণে এসেছে। [495, 1050, 784, 1177]
palli-cell-req: এসএসসি/সমমান। বেতন-আলোচনাসাপেক্ষ [1303, 1545, 1527, 1560]
palli-cell-post: অফিস সহকারী ১১৫ জন [1182, 1560, 1303, 1575]
palli-cell-post: মাঠকর্মী-১৪৮ জন [1182, 1575, 1303, 1591]
bteb-mujib-logo [623, 1832, 704, 1912]
rep-wanted-title: বিজ্ঞাপন প্রতিনিধি আবশ্যক [797, 1372, 968, 1391]
career-col-positions: Number of Positions. [993, 2016, 1073, 2055]
nurses-mask-icon [495, 832, 784, 1045]
bteb-address-1: Agargaon, Sher-E-Bangla Nagar, [297, 1863, 499, 1879]
roger-portrait-icon [44, 188, 109, 293]
palli-cell-req: এইচএসসি/সমমান। বেতন-আলোচনাসাপেক্ষ [1303, 1530, 1527, 1545]
table-row [800, 2055, 1523, 2109]
tuki-item3-body: জাপানে শুক্রবার এক দিনে ৪৩০ জন নতুন করোনা রোগী শনাক্ত হয়েছে। গত ২৪ এপ্রিলের পর দেশটিতে এক দিনে এটাই সর্বোচ্চ সংক্রমণ। রাজধানী টোকিওতেই শনাক্ত হয়েছেন ২৪৩ জন। দেশটির স্বাস্থ্য মন্ত্রণালয় জানিয়েছে, পরীক্ষার সংখ্যা বাড়ানোয় শনাক্তের হারও বাড়ছে। [44, 766, 209, 860]
lead-sidebar-head-text: বাইডেন-স্যান্ডার্সের ঘোষণা [421, 374, 565, 390]
who-body-text: বিশ্বব্যাপী গত ছয় সপ্তাহে প্রাণঘাতী নভেল করোনাভাইরাসের আক্রান্ত মানুষের সংখ্যা দ্বিগুণ হয়েছে। করোনাকে মহামারী ঘোষণার পর এখনো নিয়ন্ত্রণে আনা সম্ভব বলে মন্তব্য করেছেন বিশ্ব স্বাস্থ্য সংস্থার মহাপরিচালক টেড্রোস আধানম গেব্রেয়াসুস। শুক্রবার জেনেভায় সংবাদ সম্মেলনে তিনি বলেন, ইতালি, স্পেন, দক্ষিণ কোরিয়া ও ভারতের কিছু অঞ্চলে কঠোর পদক্ষেপে সংক্রমণ কমেছে। তবে বিশ্বের অনেক দেশে পরিস্থিতি আরও খারাপ হচ্ছে। বিশেষ করে যুক্তরাষ্ট্র, ব্রাজিল ও ভারতের সংক্রমণ উদ্বেগজনক। তিনি সতর্ক করে বলেন, বিশ্ব নেতাদের মধ্যে ঐক্যের অভাবে মহামারী দীর্ঘায়িত হচ্ছে। সঠিক নেতৃত্ব ও জনসম্পৃক্ততা থাকলে এখনো ভাইরাসকে নিয়ন্ত্রণে আনা সম্ভব। গত শুক্রবার এক দিনেই বিশ্বে ২ লাখ ২৮ হাজারের বেশি নতুন রোগী শনাক্ত হয়েছে, যা এক দিনে সর্বোচ্চ। [973, 612, 1359, 795]
bteb-signatory-org: Bangladesh Technical Education Board, Dhaka [469, 2308, 713, 2322]
small-job-ad [979, 1367, 1155, 1592]
singapore-headline-2: ক্ষমতাসীনদের [835, 823, 922, 842]
protest-scene-icon [414, 400, 607, 569]
palli-cell-post: শাখা ব্যবস্থাপক-২০ জন [1182, 1514, 1303, 1529]
palli-cell-post: ক্রেডিট সুপারভাইজার ৮৫ জন [1182, 1545, 1303, 1560]
palli-job-ad [1162, 1444, 1532, 1809]
uimt-logo: UIMT [800, 1300, 852, 1325]
tuki-item5-body: পশ্চিমবঙ্গের একটি জেলার স্কুল পাঠ্যবইয়ে ভুল বানান ছাপা হওয়ায় বিতর্ক সৃষ্টি হয়েছে। শিক্ষক ও অভিভাবকরা দ্রুত সংশোধনের দাবি জানিয়েছেন। শিক্ষা দফতর বিষয়টি খতিয়ে দেখার আশ্বাস দিয়েছে। কলকাতা প্রতিনিধি [44, 1000, 209, 1081]
lockdown-byline: যুক্তরাষ্ট্র প্রতিনিধি [229, 833, 296, 844]
china-headline-2: দেওয়ার হুঁশিয়ারি চীনের [1060, 892, 1272, 919]
boris-headline-1: কাজে ফেরার আহ্বান [792, 138, 929, 158]
page-number: ৭ [1128, 36, 1155, 84]
lead-byline: লাবলু আনসার, যুক্তরাষ্ট্র [229, 266, 323, 277]
singapore-body: মহামারীর মধ্যে অনুষ্ঠিত হওয়া সিঙ্গাপুরের সাধারণ নির্বাচনে প্রত্যাশিত জয় পেয়েছে ১৯৬৫ সালে দেশটির স্বাধীনতার পর থেকে ক্ষমতায় থাকা পিপলস অ্যাকশন পার্টি (পিএপি)। শুক্রবারের ভোটে ৯৩ আসনের মধ্যে ৮৩টিতে জয় পেয়েছে দলটি। তবে বিরোধী ওয়ার্কার্স পার্টি ১০টি আসনে জিতে নজিরবিহীন সাফল্য দেখিয়েছে। প্রধানমন্ত্রী লি সিয়েন লুং ফলাফলকে স্পষ্ট ম্যান্ডেট হিসেবে বর্ণনা করলেও বলেছেন, ভোটের হার প্রত্যাশার চেয়ে কম। ২০১৫ সালের নির্বাচনে পিএপি প্রায় ৭০ শতাংশ ভোট পেয়েছিল, এবার পেয়েছে ৬১ শতাংশের কিছু বেশি। বিশ্লেষকরা বলছেন, তরুণ ভোটারদের মধ্যে পরিবর্তনের আকাঙ্ক্ষা স্পষ্ট হয়ে উঠেছে। করোনা সংকট মোকাবিলায় সরকারের ভূমিকা নিয়েও প্রশ্ন ছিল অনেকের। প্রধানমন্ত্রী দেশের অর্থনীতি পুনরুদ্ধারে সবাইকে ঐক্যবদ্ধ থাকার আহ্বান জানিয়েছেন। [792, 852, 965, 1136]
bteb-date: Date: 07-07-2020 [623, 1932, 709, 1945]
bteb-cell-package: BTEB/R-19 [128, 2052, 232, 2091]
palli-cell-no: ২ [1168, 1530, 1182, 1545]
hagia-headline-1: তুরস্কে বিশ্বখ্যাত জাদুঘরকে [279, 1539, 533, 1567]
